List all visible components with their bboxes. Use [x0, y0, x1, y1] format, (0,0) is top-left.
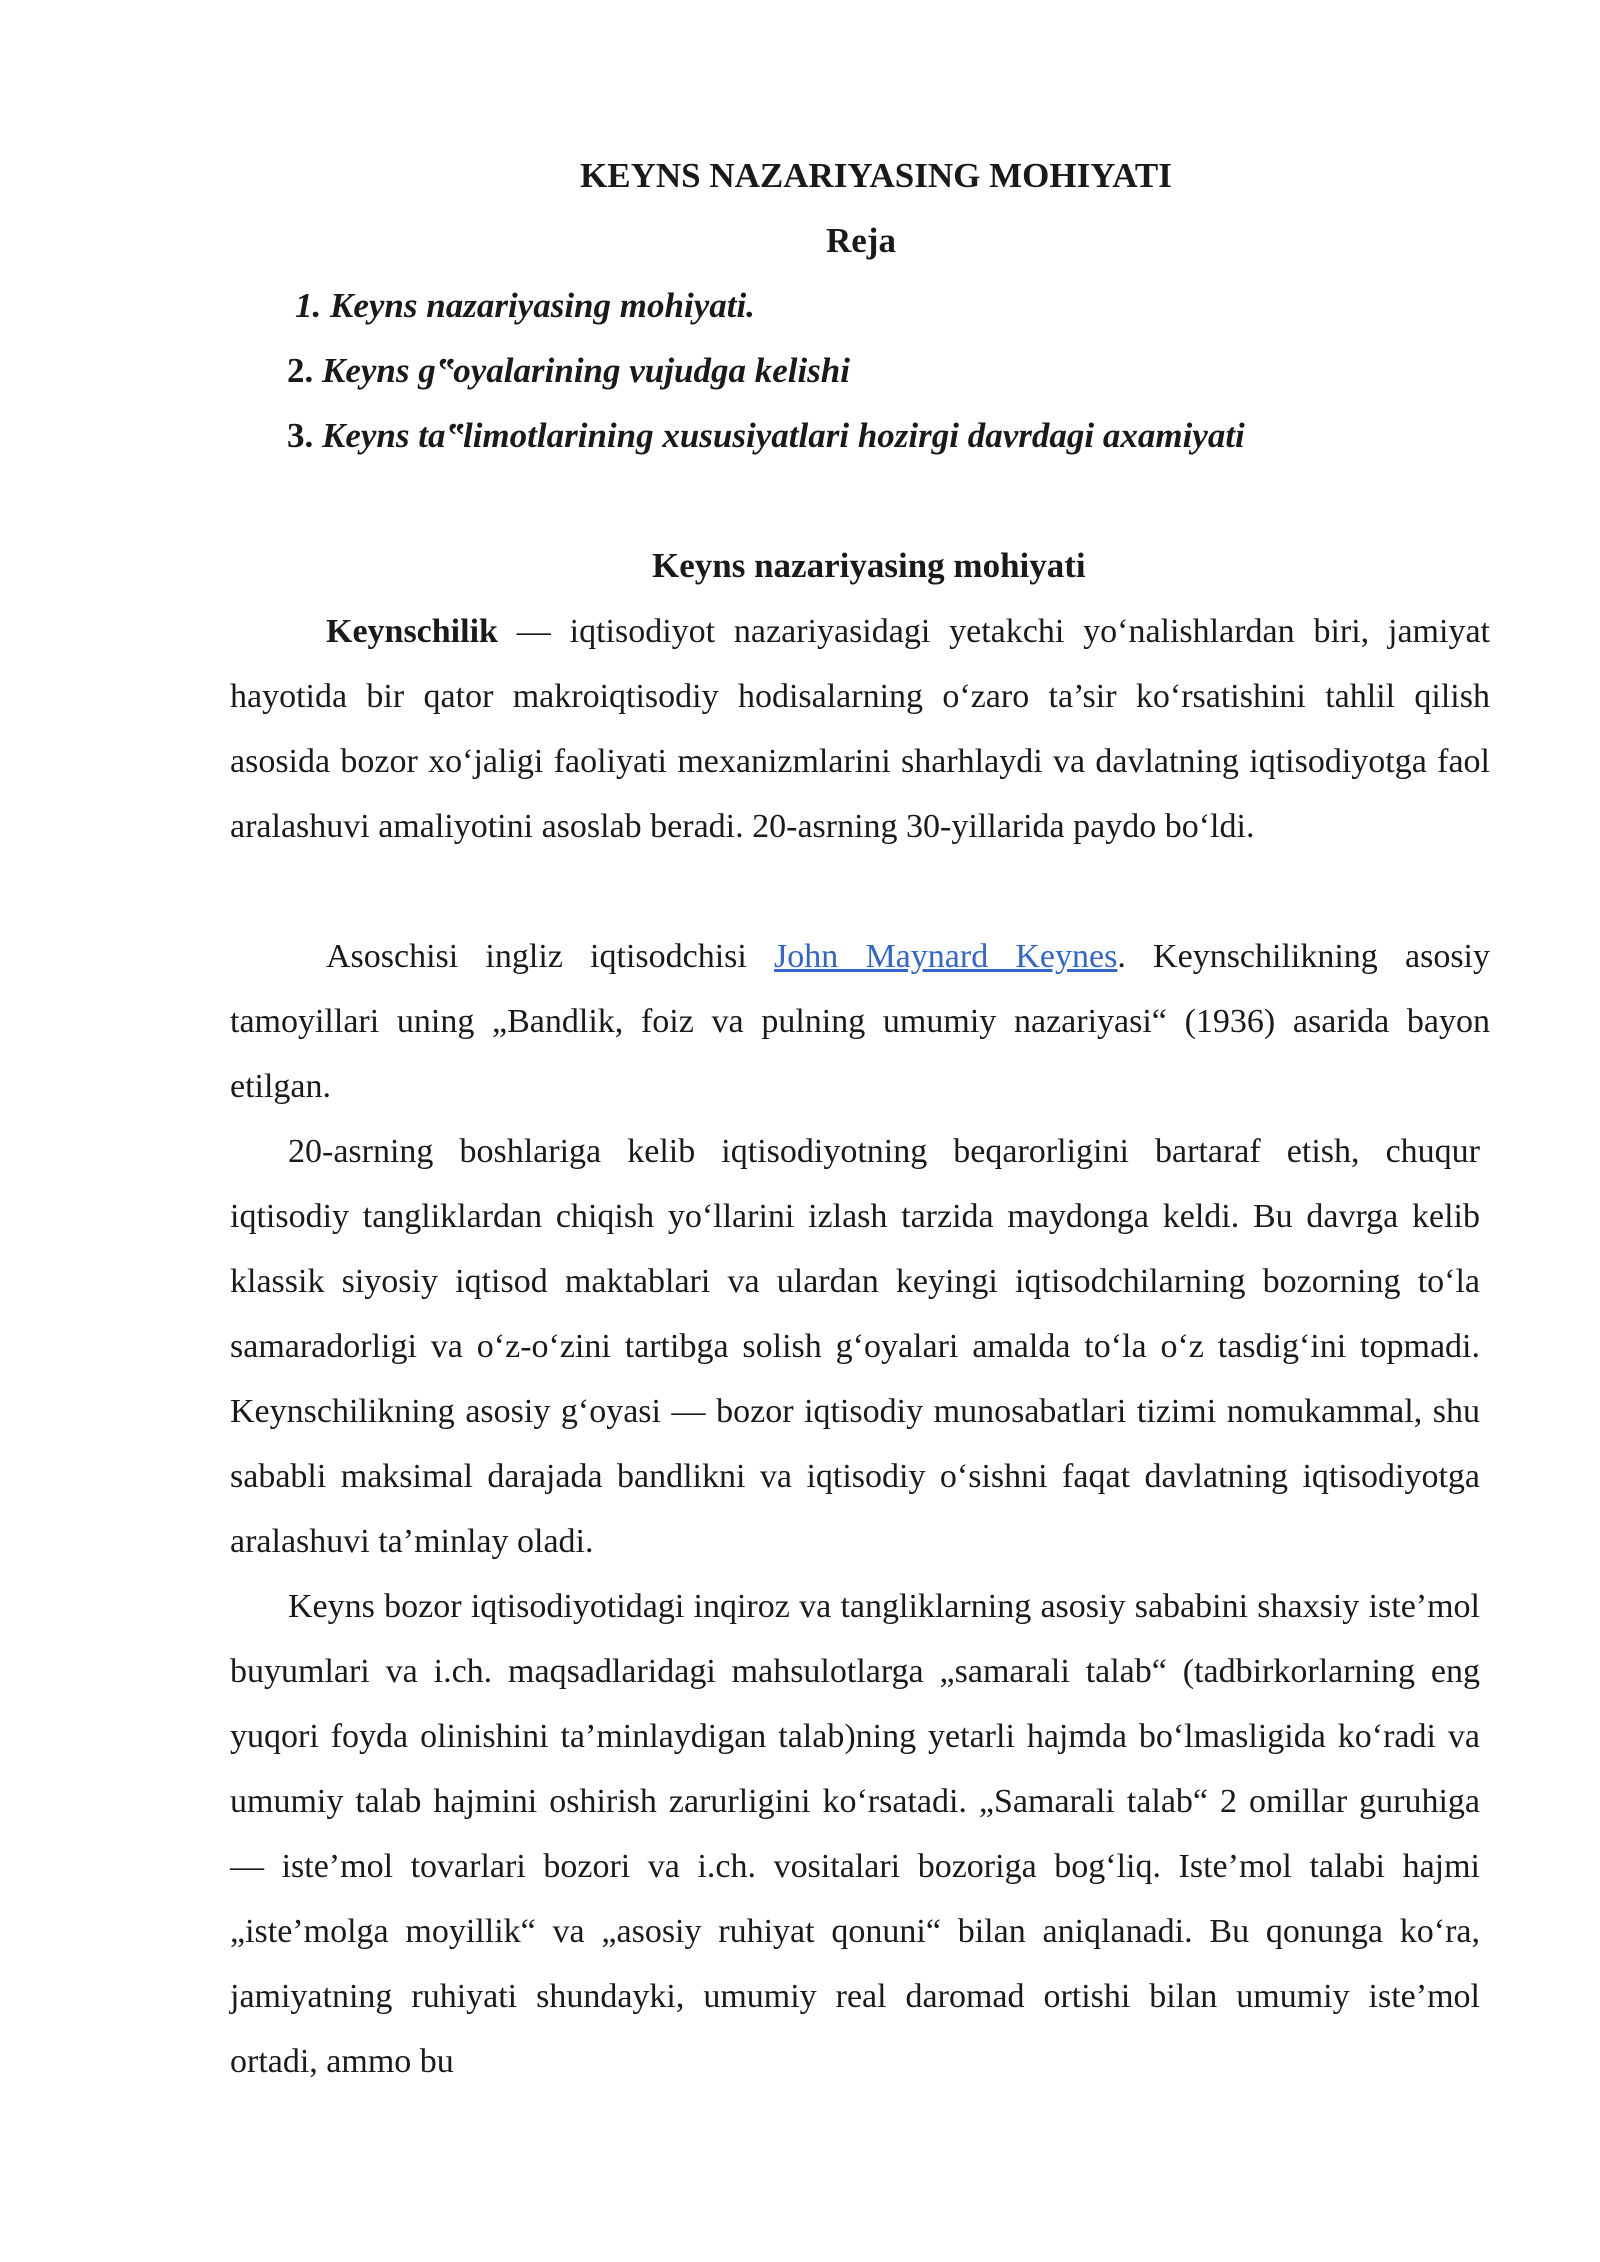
- plan-item-number: 3.: [287, 416, 314, 455]
- paragraph-text: — iqtisodiyot nazariyasidagi yetakchi yo‘nalishlardan biri, jamiyat hayotida bir qator makroiqtisodiy hodisalarning o‘zaro ta’sir ko‘rsatishini tahlil qilish asosida bozor xo‘jaligi faoliyati mexanizmlarini sharhlaydi va davlatning iqtisodiyotga faol aralashuvi amaliyotini asoslab beradi. 20-asrning 30-yillarida paydo bo‘ldi.: [230, 613, 1490, 845]
- document-title: KEYNS NAZARIYASING MOHIYATI: [580, 156, 1172, 195]
- plan-item-1: [295, 282, 755, 330]
- defined-term: Keynschilik: [326, 613, 498, 650]
- plan-item-number: 2.: [287, 351, 314, 390]
- plan-heading: Reja: [826, 221, 896, 260]
- plan-item-text: Keyns g‟oyalarining vujudga kelishi: [322, 351, 850, 390]
- paragraph-text: Asoschisi ingliz iqtisodchisi: [326, 938, 775, 975]
- plan-item-number: 1.: [295, 286, 322, 325]
- paragraph-definition: [230, 599, 1490, 859]
- plan-item-text: Keyns ta‟limotlarining xususiyatlari hozirgi davrdagi axamiyati: [322, 416, 1245, 455]
- paragraph-history: 20-asrning boshlariga kelib iqtisodiyotning beqarorligini bartaraf etish, chuqur iqtisodiy tangliklardan chiqish yo‘llarini izlash tarzida maydonga keldi. Bu davrga kelib klassik siyosiy iqtisod maktablari va ulardan keyingi iqtisodchilarning bozorning to‘la samaradorligi va o‘z-o‘zini tartibga solish g‘oyalari amalda to‘la o‘z tasdig‘ini topmadi. Keynschilikning asosiy g‘oyasi — bozor iqtisodiy munosabatlari tizimi nomukammal, shu sababli maksimal darajada bandlikni va iqtisodiy o‘sishni faqat davlatning iqtisodiyotga aralashuvi ta’minlay oladi.: [230, 1133, 1480, 1560]
- plan-item-text: Keyns nazariyasing mohiyati.: [330, 286, 755, 325]
- paragraph-text: . Keynschilikning asosiy tamoyillari uning „Bandlik, foiz va pulning umumiy nazariyasi“ (1936) asarida bayon etilgan.: [230, 938, 1490, 1105]
- plan-item-3: [287, 412, 1245, 460]
- section-heading: Keyns nazariyasing mohiyati: [652, 546, 1086, 585]
- paragraph-founder: [230, 924, 1490, 1119]
- plan-item-2: [287, 347, 850, 395]
- keynes-link[interactable]: John Maynard Keynes: [774, 938, 1118, 975]
- paragraph-effective-demand: Keyns bozor iqtisodiyotidagi inqiroz va tangliklarning asosiy sababini shaxsiy iste’mol buyumlari va i.ch. maqsadlaridagi mahsulotlarga „samarali talab“ (tadbirkorlarning eng yuqori foyda olinishini ta’minlaydigan talab)ning yetarli hajmda bo‘lmasligida ko‘radi va umumiy talab hajmini oshirish zarurligini ko‘rsatadi. „Samarali talab“ 2 omillar guruhiga — iste’mol tovarlari bozori va i.ch. vositalari bozoriga bog‘liq. Iste’mol talabi hajmi „iste’molga moyillik“ va „asosiy ruhiyat qonuni“ bilan aniqlanadi. Bu qonunga ko‘ra, jamiyatning ruhiyati shundayki, umumiy real daromad ortishi bilan umumiy iste’mol ortadi, ammo bu: [230, 1588, 1480, 2080]
